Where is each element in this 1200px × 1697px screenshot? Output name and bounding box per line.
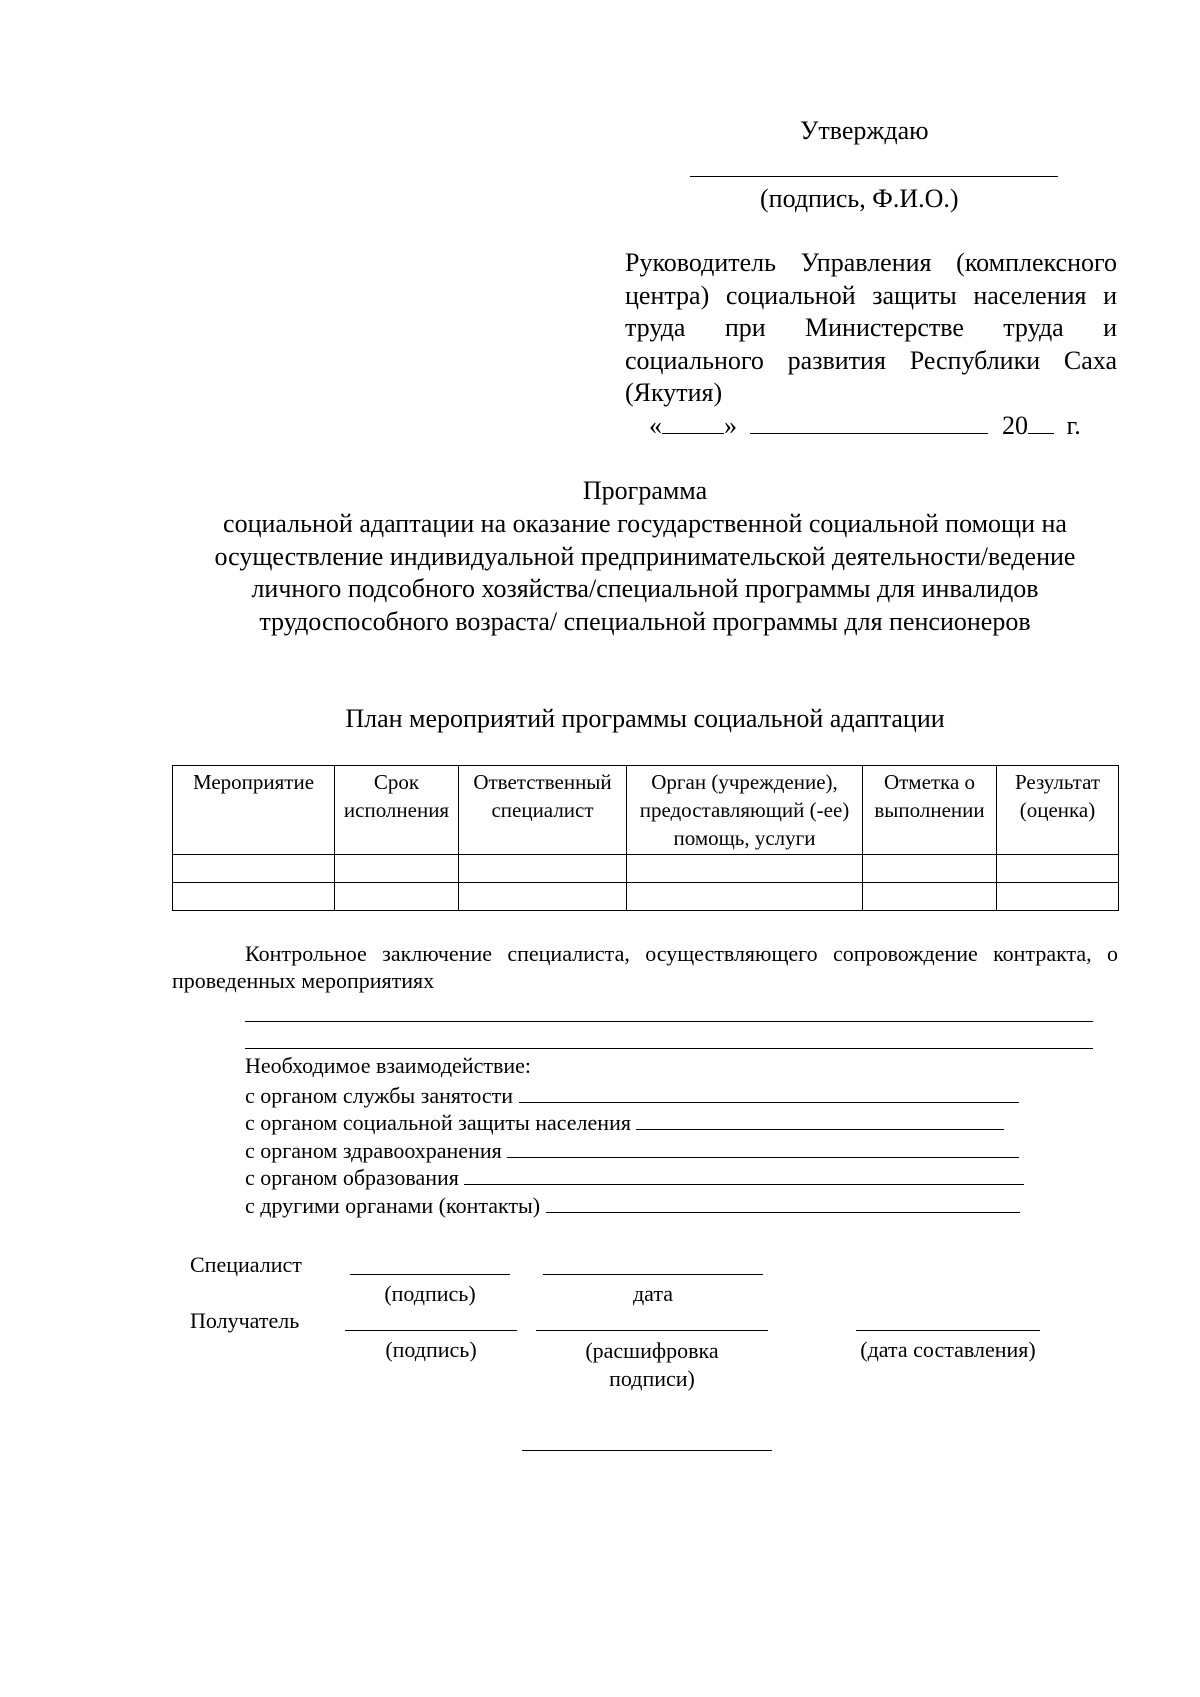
date-month-blank: [750, 411, 988, 434]
table-cell: [173, 883, 335, 911]
column-header: Ответственный специалист: [459, 766, 627, 855]
interaction-item: [245, 1107, 1024, 1135]
specialist-signature-line: [350, 1274, 510, 1275]
program-title: Программа: [582, 476, 708, 505]
recipient-decode-line: [536, 1330, 768, 1331]
date-year-prefix: 20: [1002, 411, 1028, 440]
date-year-blank: [1028, 411, 1054, 434]
recipient-signature-line: [345, 1330, 517, 1331]
table-cell: [627, 855, 863, 883]
program-subtitle: социальной адаптации на оказание государственной социальной помощи на осуществление индивидуальной предпринимательской деятельности/ведение личного подсобного хозяйства/специальной программы для инвалидов трудоспособного возраста/ специальной программы для пенсионеров: [214, 509, 1076, 636]
plan-table: [172, 765, 1119, 911]
compile-date-caption: (дата составления): [860, 1337, 1036, 1362]
table-cell: [997, 855, 1119, 883]
table-header-row: [173, 766, 1119, 855]
interaction-item-label: с органом здравоохранения: [245, 1137, 502, 1163]
interaction-item: [245, 1080, 1024, 1108]
table-cell: [173, 855, 335, 883]
table-cell: [335, 883, 459, 911]
table-cell: [863, 855, 997, 883]
approver-signature-line: [690, 176, 1058, 177]
interaction-item: [245, 1162, 1024, 1190]
plan-title: План мероприятий программы социальной адаптации: [345, 704, 945, 733]
interaction-item-label: с другими органами (контакты): [245, 1192, 541, 1218]
conclusion-line-1: [245, 1021, 1093, 1022]
table-cell: [335, 855, 459, 883]
interaction-item-blank: [464, 1162, 1024, 1185]
column-header: Отметка о выполнении: [863, 766, 997, 855]
interaction-block: [245, 1052, 1024, 1217]
date-day-blank: [662, 411, 724, 434]
interaction-item-label: с органом службы занятости: [245, 1082, 514, 1108]
interaction-item-blank: [507, 1135, 1019, 1158]
interaction-item-label: с органом образования: [245, 1165, 459, 1190]
compile-date-line: [856, 1330, 1040, 1331]
approval-title: Утверждаю: [800, 116, 929, 145]
specialist-label: Специалист: [190, 1252, 302, 1277]
conclusion-line-2: [245, 1048, 1093, 1049]
table-cell: [627, 883, 863, 911]
column-header: Мероприятие: [173, 766, 335, 855]
column-header: Срок исполнения: [335, 766, 459, 855]
control-conclusion: Контрольное заключение специалиста, осуществляющего сопровождение контракта, о проведенных мероприятиях: [172, 941, 1118, 993]
approval-date-line: [649, 411, 1081, 441]
date-year-suffix: г.: [1066, 411, 1081, 440]
interaction-item: [245, 1190, 1024, 1218]
approver-position: Руководитель Управления (комплексного центра) социальной защиты населения и труда при Министерстве труда и социального развития Республики Саха (Якутия): [625, 248, 1117, 407]
table-cell: [997, 883, 1119, 911]
date-open-quote: «: [649, 411, 662, 440]
interaction-heading: Необходимое взаимодействие:: [245, 1053, 532, 1078]
interaction-item: [245, 1135, 1024, 1163]
recipient-decode-caption: (расшифровка подписи): [585, 1338, 719, 1391]
recipient-signature-caption: (подпись): [385, 1337, 477, 1362]
interaction-item-blank: [636, 1107, 1004, 1130]
table-cell: [459, 855, 627, 883]
approver-signature-caption: (подпись, Ф.И.О.): [760, 184, 959, 213]
interaction-item-blank: [546, 1190, 1020, 1213]
table-row: [173, 855, 1119, 883]
table-row: [173, 883, 1119, 911]
specialist-date-line: [543, 1274, 763, 1275]
table-cell: [863, 883, 997, 911]
specialist-date-caption: дата: [632, 1281, 674, 1306]
interaction-item-label: с органом социальной защиты населения: [245, 1110, 631, 1135]
column-header: Орган (учреждение), предоставляющий (-ее) помощь, услуги: [627, 766, 863, 855]
specialist-signature-caption: (подпись): [384, 1281, 476, 1306]
recipient-label: Получатель: [190, 1308, 300, 1333]
column-header: Результат (оценка): [997, 766, 1119, 855]
interaction-item-blank: [519, 1080, 1019, 1103]
footer-separator-line: [522, 1450, 772, 1451]
table-cell: [459, 883, 627, 911]
date-close-quote: »: [724, 411, 737, 440]
